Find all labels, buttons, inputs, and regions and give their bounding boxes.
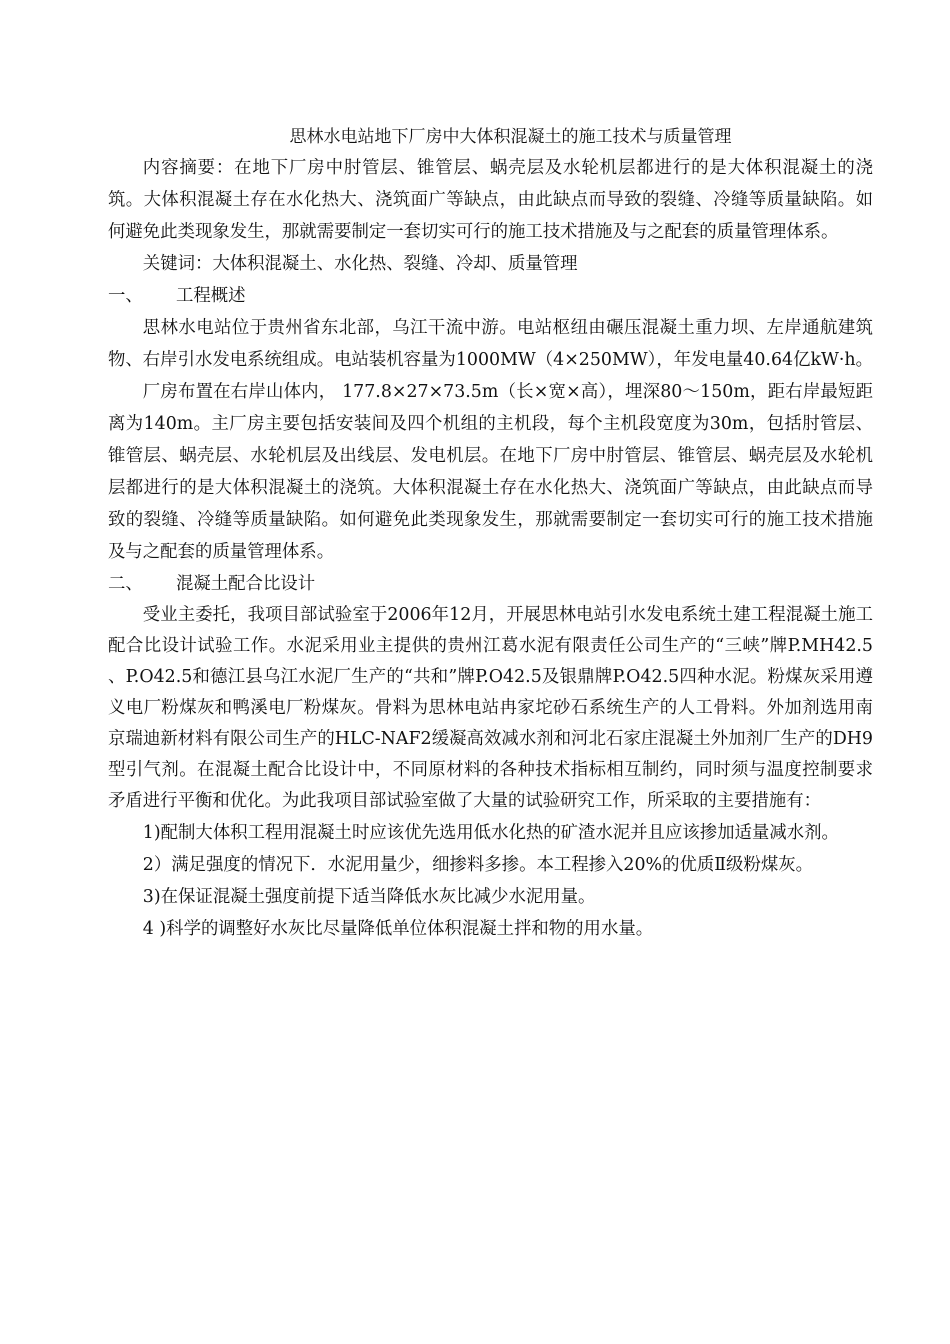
measure-item: 3)在保证混凝土强度前提下适当降低水灰比减少水泥用量。 [142,887,596,907]
measure-item: 1)配制大体积工程用混凝土时应该优先选用低水化热的矿渣水泥并且应该掺加适量减水剂。 [142,823,839,843]
body-paragraph: 厂房布置在右岸山体内， 177.8×27×73.5m（长×宽×高），埋深80～150m，距右岸最短距离为140m。主厂房主要包括安装间及四个机组的主机段，每个主机段宽度为30m，包括肘管层、锥管层、蜗壳层、水轮机层及出线层、发电机层。在地下厂房中肘管层、锥管层、蜗壳层及水轮机层都进行的是大体积混凝土的浇筑。大体积混凝土存在水化热大、浇筑面广等缺点，由此缺点而导致的裂缝、冷缝等质量缺陷。如何避免此类现象发生，那就需要制定一套切实可行的施工技术措施及与之配套的质量管理体系。 [108,382,873,562]
abstract-paragraph: 内容摘要：在地下厂房中肘管层、锥管层、蜗壳层及水轮机层都进行的是大体积混凝土的浇筑。大体积混凝土存在水化热大、浇筑面广等缺点，由此缺点而导致的裂缝、冷缝等质量缺陷。如何避免此类现象发生，那就需要制定一套切实可行的施工技术措施及与之配套的质量管理体系。 [108,158,873,242]
document-title: 思林水电站地下厂房中大体积混凝土的施工技术与质量管理 [289,127,732,147]
section-title: 工程概述 [176,286,246,306]
document-body [108,122,873,945]
body-paragraph: 思林水电站位于贵州省东北部，乌江干流中游。电站枢纽由碾压混凝土重力坝、左岸通航建筑物、右岸引水发电系统组成。电站装机容量为1000MW（4×250MW），年发电量40.64亿kW·h。 [108,318,874,370]
measure-item: 4 )科学的调整好水灰比尽量降低单位体积混凝土拌和物的用水量。 [142,919,654,939]
body-paragraph: 受业主委托，我项目部试验室于2006年12月，开展思林电站引水发电系统土建工程混凝土施工配合比设计试验工作。水泥采用业主提供的贵州江葛水泥有限责任公司生产的“三峡”牌P.MH42.5 、P.O42.5和德江县乌江水泥厂生产的“共和”牌P.O42.5及银鼎牌P.O42.5四种水泥。粉煤灰采用遵义电厂粉煤灰和鸭溪电厂粉煤灰。骨料为思林电站冉家坨砂石系统生产的人工骨料。外加剂选用南京瑞迪新材料有限公司生产的HLC-NAF2缓凝高效减水剂和河北石家庄混凝土外加剂厂生产的DH9型引气剂。在混凝土配合比设计中，不同原材料的各种技术指标相互制约，同时须与温度控制要求矛盾进行平衡和优化。为此我项目部试验室做了大量的试验研究工作，所采取的主要措施有： [108,605,873,811]
section-number: 二、 [108,574,143,594]
measure-item: 2）满足强度的情况下．水泥用量少，细掺料多掺。本工程掺入20%的优质Ⅱ级粉煤灰。 [142,855,814,875]
section-number: 一、 [108,286,143,306]
section-heading-1 [108,280,873,312]
keywords-paragraph: 关键词：大体积混凝土、水化热、裂缝、冷却、质量管理 [142,254,578,274]
section-title: 混凝土配合比设计 [176,574,316,594]
section-heading-2 [108,568,873,600]
